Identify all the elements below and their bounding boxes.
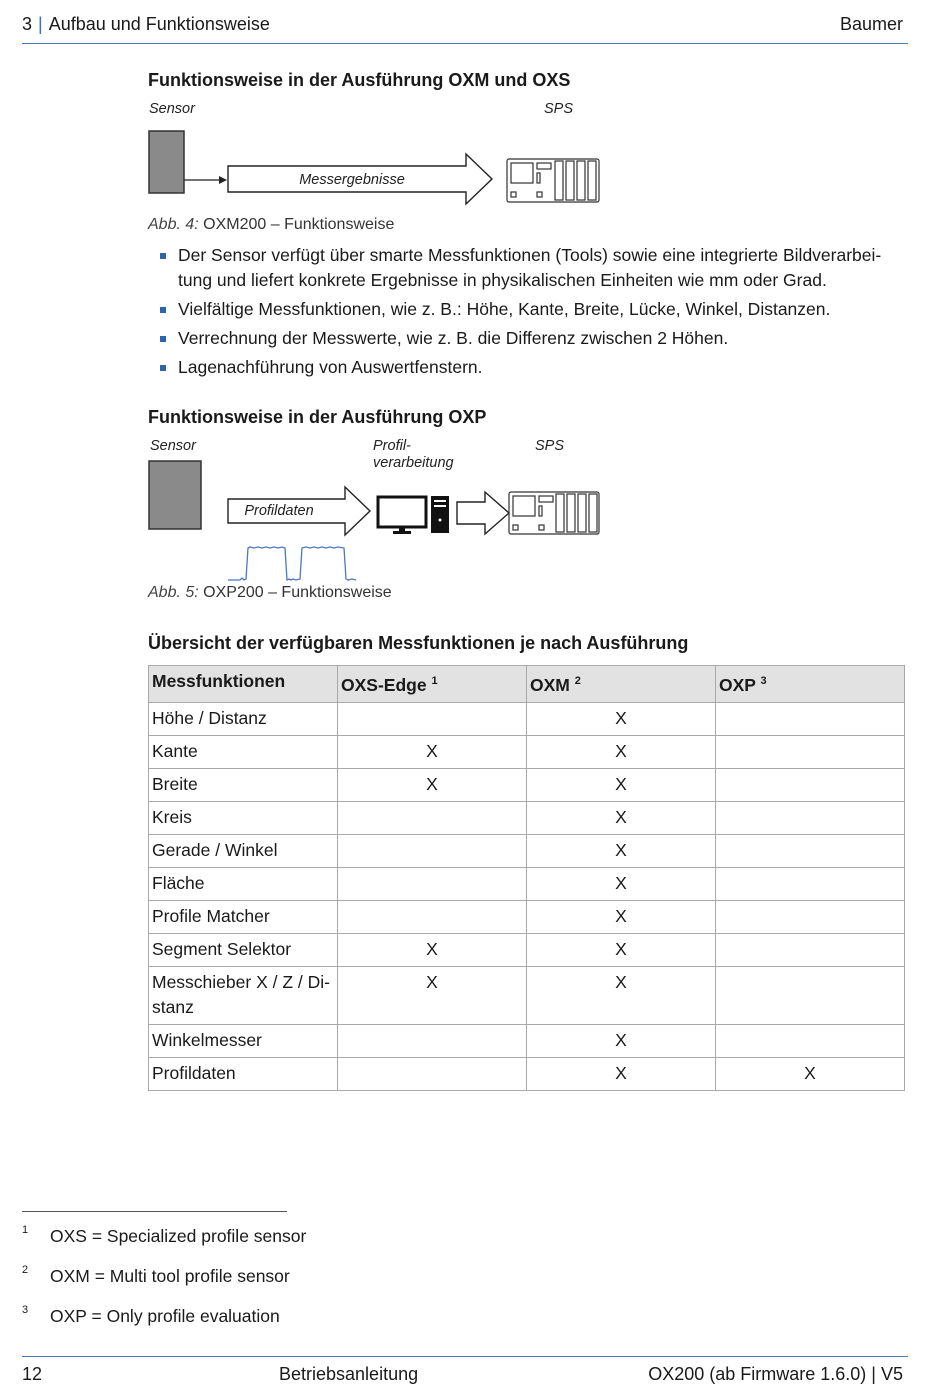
- arrow-label-profildaten: Profildaten: [244, 503, 314, 519]
- table-row: [149, 867, 905, 900]
- availability-cell: X: [527, 1057, 716, 1090]
- section-title-oxp: Funktionsweise in der Ausführung OXP: [148, 407, 487, 427]
- diagram-label-sps: SPS: [544, 101, 574, 117]
- availability-cell: [716, 933, 905, 966]
- transfer-arrow: [457, 492, 509, 534]
- bullet-item: Vielfältige Messfunktionen, wie z. B.: Höhe, Kante, Breite, Lücke, Winkel, Distanzen.: [148, 297, 900, 322]
- figure-caption-5: [148, 584, 392, 602]
- table-row: [149, 1024, 905, 1057]
- footnote-number: 3: [22, 1304, 29, 1316]
- chapter-title: Aufbau und Funktionsweise: [48, 14, 270, 34]
- table-row: [149, 933, 905, 966]
- availability-cell: [716, 801, 905, 834]
- footnote-ref: 2: [574, 675, 581, 687]
- column-header: [149, 666, 338, 703]
- header-rule: [22, 43, 908, 44]
- plc-icon: [509, 492, 599, 534]
- page-number: 12: [22, 1364, 43, 1384]
- section-title-overview: Übersicht der verfügbaren Messfunktionen je nach Ausführung: [148, 633, 689, 653]
- availability-cell: [338, 867, 527, 900]
- table-row: [149, 768, 905, 801]
- diagram-label-profil-1: Profil-: [373, 438, 411, 454]
- arrow-label-messergebnisse: Messergebnisse: [299, 172, 405, 188]
- function-name-cell: Fläche: [149, 867, 338, 900]
- table-row: [149, 735, 905, 768]
- footnote-text: OXM = Multi tool profile sensor: [50, 1266, 290, 1286]
- availability-cell: X: [527, 966, 716, 1024]
- availability-cell: X: [527, 801, 716, 834]
- footnote-rule: [22, 1211, 287, 1212]
- function-name-cell: Segment Selektor: [149, 933, 338, 966]
- availability-cell: X: [527, 834, 716, 867]
- footnote-ref: 1: [431, 675, 438, 687]
- column-header-label: OXS-Edge: [341, 674, 427, 695]
- availability-cell: [338, 801, 527, 834]
- availability-cell: X: [527, 1024, 716, 1057]
- function-name-cell: Kreis: [149, 801, 338, 834]
- sensor-block: [149, 131, 184, 193]
- table-row: [149, 801, 905, 834]
- availability-cell: X: [527, 867, 716, 900]
- footnote-1: [22, 1226, 306, 1247]
- availability-cell: [716, 834, 905, 867]
- feature-bullet-list: [148, 243, 900, 384]
- caption-prefix: Abb. 5:: [148, 584, 199, 601]
- table-row: [149, 1057, 905, 1090]
- footnote-number: 1: [22, 1224, 29, 1236]
- oxm-function-diagram: [140, 95, 620, 215]
- chapter-number: 3: [22, 14, 33, 34]
- availability-cell: X: [527, 702, 716, 735]
- table-header-row: [149, 666, 905, 703]
- table-row: [149, 900, 905, 933]
- caption-prefix: Abb. 4:: [148, 216, 199, 233]
- computer-icon: [378, 496, 449, 534]
- diagram-label-sps: SPS: [535, 438, 565, 454]
- document-type: Betriebsanleitung: [279, 1364, 419, 1384]
- column-header: [338, 666, 527, 703]
- function-name-cell: Höhe / Distanz: [149, 702, 338, 735]
- availability-cell: [716, 867, 905, 900]
- availability-cell: [716, 735, 905, 768]
- availability-cell: X: [716, 1057, 905, 1090]
- function-name-cell: Messchieber X / Z / Di-stanz: [149, 966, 338, 1024]
- function-name-cell: Kante: [149, 735, 338, 768]
- document-reference: OX200 (ab Firmware 1.6.0) | V5: [648, 1364, 903, 1384]
- column-header: [527, 666, 716, 703]
- availability-cell: X: [527, 735, 716, 768]
- figure-caption-4: [148, 216, 394, 234]
- caption-text: OXM200 – Funktionsweise: [203, 216, 395, 233]
- column-header-label: OXM: [530, 674, 570, 695]
- plc-icon: [507, 159, 599, 202]
- footnote-3: [22, 1306, 280, 1327]
- column-header: [716, 666, 905, 703]
- footnote-text: OXS = Specialized profile sensor: [50, 1226, 307, 1246]
- footnote-2: [22, 1266, 290, 1287]
- diagram-label-sensor: Sensor: [149, 101, 195, 117]
- availability-cell: [338, 1024, 527, 1057]
- availability-cell: X: [527, 768, 716, 801]
- availability-cell: [716, 1024, 905, 1057]
- availability-cell: [716, 900, 905, 933]
- footnote-ref: 3: [760, 675, 767, 687]
- availability-cell: [716, 768, 905, 801]
- function-name-cell: Breite: [149, 768, 338, 801]
- availability-cell: [338, 702, 527, 735]
- measurement-functions-table: [148, 665, 905, 1091]
- availability-cell: [338, 900, 527, 933]
- running-header-chapter: [22, 14, 270, 35]
- availability-cell: X: [527, 933, 716, 966]
- availability-cell: X: [338, 768, 527, 801]
- footer-rule: [22, 1356, 908, 1357]
- diagram-label-sensor: Sensor: [150, 438, 196, 454]
- bullet-item: Der Sensor verfügt über smarte Messfunktionen (Tools) sowie eine integrierte Bildverarbei-tung und liefert konkrete Ergebnisse in physikalischen Einheiten wie mm oder Grad.: [148, 243, 900, 293]
- function-name-cell: Gerade / Winkel: [149, 834, 338, 867]
- brand-name: Baumer: [839, 14, 903, 34]
- availability-cell: X: [338, 735, 527, 768]
- connector-arrowhead: [219, 176, 227, 184]
- header-separator: |: [38, 14, 43, 34]
- column-header-label: Messfunktionen: [152, 671, 286, 691]
- diagram-label-profil-2: verarbeitung: [373, 455, 454, 471]
- footnote-text: OXP = Only profile evaluation: [50, 1306, 280, 1326]
- availability-cell: [338, 1057, 527, 1090]
- availability-cell: [338, 834, 527, 867]
- availability-cell: X: [527, 900, 716, 933]
- profile-signal-waveform: [228, 547, 356, 580]
- table-row: [149, 966, 905, 1024]
- section-title-oxm-oxs: Funktionsweise in der Ausführung OXM und OXS: [148, 70, 571, 90]
- table-row: [149, 834, 905, 867]
- bullet-item: Verrechnung der Messwerte, wie z. B. die Differenz zwischen 2 Höhen.: [148, 326, 900, 351]
- table-row: [149, 702, 905, 735]
- column-header-label: OXP: [719, 674, 756, 695]
- function-name-cell: Winkelmesser: [149, 1024, 338, 1057]
- availability-cell: [716, 966, 905, 1024]
- function-name-cell: Profildaten: [149, 1057, 338, 1090]
- footnote-number: 2: [22, 1264, 29, 1276]
- oxp-function-diagram: [140, 432, 620, 587]
- bullet-item: Lagenachführung von Auswertfenstern.: [148, 355, 900, 380]
- sensor-block: [149, 461, 201, 529]
- function-name-cell: Profile Matcher: [149, 900, 338, 933]
- availability-cell: X: [338, 933, 527, 966]
- caption-text: OXP200 – Funktionsweise: [203, 584, 392, 601]
- availability-cell: X: [338, 966, 527, 1024]
- availability-cell: [716, 702, 905, 735]
